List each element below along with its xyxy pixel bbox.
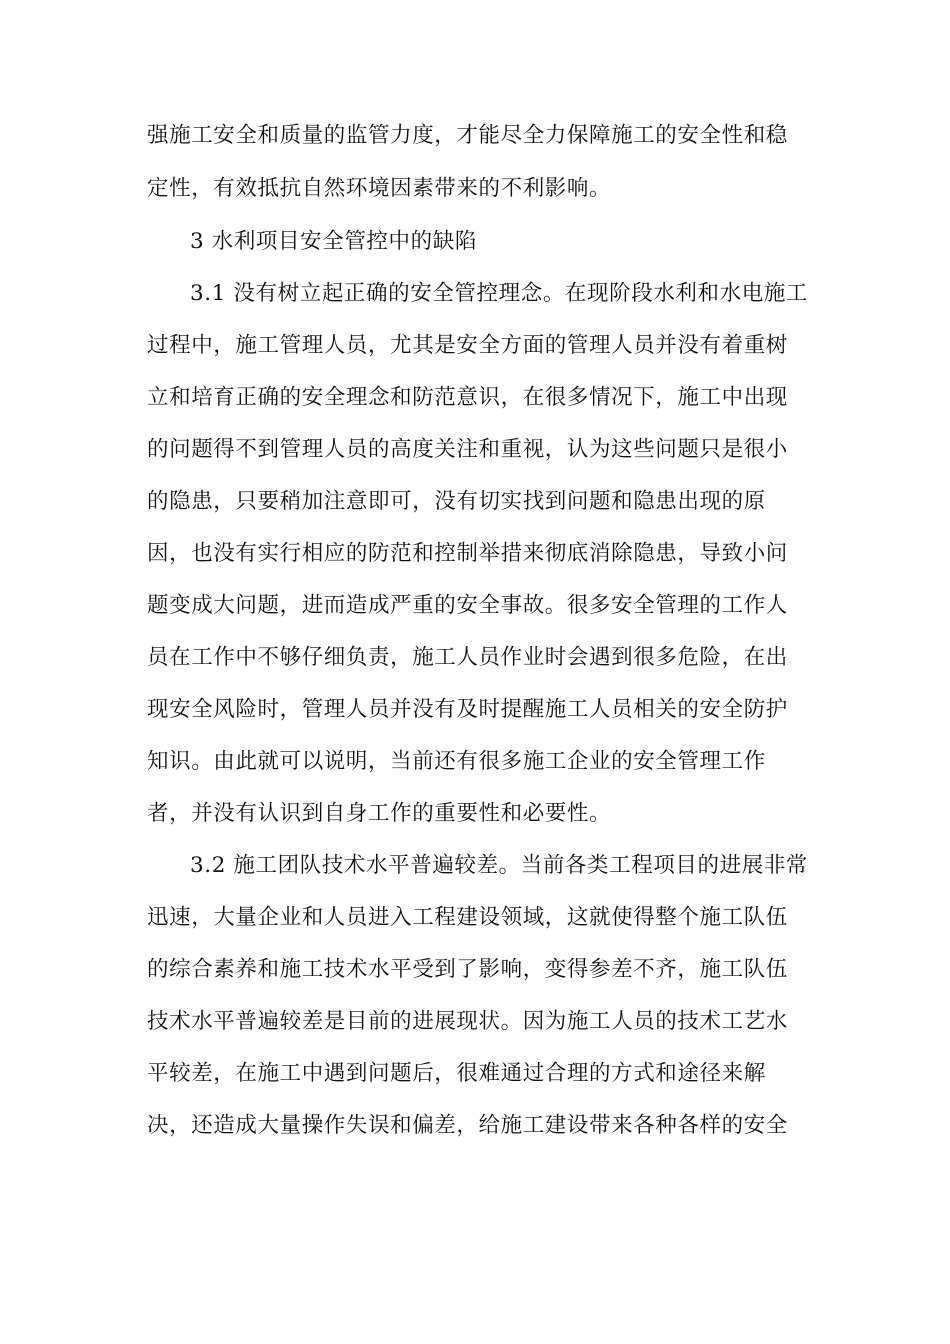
text-line: 现安全风险时，管理人员并没有及时提醒施工人员相关的安全防护	[147, 697, 788, 722]
subsection-heading-line: 3.2 施工团队技术水平普遍较差。当前各类工程项目的进展非常	[190, 853, 809, 878]
section-heading: 3 水利项目安全管控中的缺陷	[190, 229, 477, 254]
text-line: 决，还造成大量操作失误和偏差，给施工建设带来各种各样的安全	[147, 1113, 788, 1138]
text-line: 强施工安全和质量的监管力度，才能尽全力保障施工的安全性和稳	[147, 123, 788, 148]
text-line: 立和培育正确的安全理念和防范意识，在很多情况下，施工中出现	[147, 385, 788, 410]
subsection-heading-line: 3.1 没有树立起正确的安全管控理念。在现阶段水利和水电施工	[190, 281, 809, 306]
text-line: 题变成大问题，进而造成严重的安全事故。很多安全管理的工作人	[147, 593, 788, 618]
text-line: 技术水平普遍较差是目前的进展现状。因为施工人员的技术工艺水	[147, 1009, 788, 1034]
text-line: 者，并没有认识到自身工作的重要性和必要性。	[147, 801, 612, 826]
text-line: 员在工作中不够仔细负责，施工人员作业时会遇到很多危险，在出	[147, 645, 788, 670]
text-line: 因，也没有实行相应的防范和控制举措来彻底消除隐患，导致小问	[147, 541, 788, 566]
text-line: 的隐患，只要稍加注意即可，没有切实找到问题和隐患出现的原	[147, 489, 766, 514]
text-line: 过程中，施工管理人员，尤其是安全方面的管理人员并没有着重树	[147, 333, 788, 358]
text-line: 知识。由此就可以说明，当前还有很多施工企业的安全管理工作	[147, 749, 766, 774]
text-line: 的综合素养和施工技术水平受到了影响，变得参差不齐，施工队伍	[147, 957, 788, 982]
text-line: 的问题得不到管理人员的高度关注和重视，认为这些问题只是很小	[147, 437, 788, 462]
text-line: 平较差，在施工中遇到问题后，很难通过合理的方式和途径来解	[147, 1061, 766, 1086]
text-line: 迅速，大量企业和人员进入工程建设领域，这就使得整个施工队伍	[147, 905, 788, 930]
text-line: 定性，有效抵抗自然环境因素带来的不利影响。	[147, 176, 612, 201]
